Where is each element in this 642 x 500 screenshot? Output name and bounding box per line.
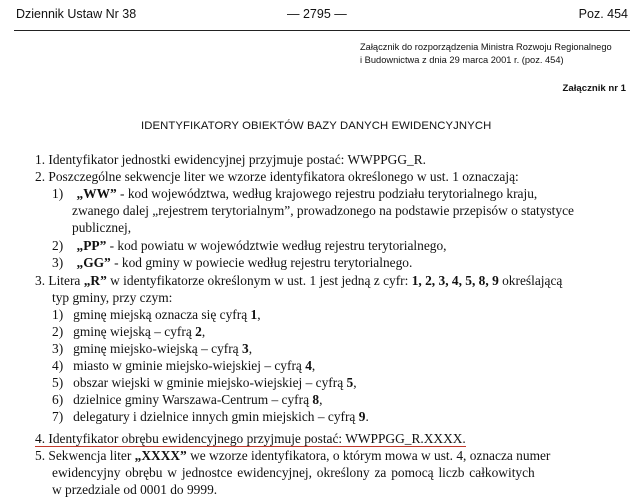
item-text: delegatury i dzielnice innych gmin miejskich – cyfrą: [73, 409, 359, 424]
item-end: ,: [248, 341, 253, 356]
paragraph-5-line-3: w przedziale od 0001 do 9999.: [52, 482, 218, 497]
p2-item-2: [52, 238, 447, 254]
position-number: Poz. 454: [578, 7, 628, 21]
item-number: 7): [52, 409, 64, 424]
p5-tail: we wzorze identyfikatora, o którym mowa w ust. 4, oznacza numer: [186, 448, 551, 463]
item-number: 4): [52, 358, 64, 373]
paragraph-5-line-2: ewidencyjny obrębu w jednostce ewidencyjnej, określony za pomocą liczb całkowitych: [52, 465, 535, 480]
document-title: IDENTYFIKATORY OBIEKTÓW BAZY DANYCH EWIDENCYJNYCH: [141, 120, 492, 132]
annex-note-line-2: i Budownictwa z dnia 29 marca 2001 r. (poz. 454): [360, 55, 564, 65]
paragraph-2: 2. Poszczególne sekwencje liter we wzorze identyfikatora określonego w ust. 1 oznaczają:: [35, 169, 519, 184]
p3-item-2: [52, 324, 205, 340]
item-end: ,: [311, 358, 316, 373]
item-number: 2): [52, 324, 64, 339]
item-number: 2): [52, 238, 64, 253]
item-digit: 8: [312, 392, 320, 407]
item-digit: 3: [241, 341, 249, 356]
annex-label: Załącznik nr 1: [562, 83, 626, 94]
p5-code: „XXXX”: [134, 448, 187, 463]
p3-lead: 3. Litera: [35, 273, 84, 288]
item-digit: 2: [195, 324, 202, 339]
p3-item-6: [52, 392, 322, 408]
p3-item-1: [52, 307, 261, 323]
item-end: ,: [353, 375, 357, 390]
item-end: ,: [257, 307, 261, 322]
item-digit: 4: [305, 358, 312, 373]
p3-item-3: [52, 341, 252, 357]
p5-lead: 5. Sekwencja liter: [35, 448, 135, 463]
item-end: .: [365, 409, 369, 424]
p3-tail: określającą: [498, 273, 563, 288]
item-code: „PP”: [76, 238, 107, 253]
p2-item-1-cont-2: publicznej,: [72, 220, 132, 235]
paragraph-5: [35, 448, 550, 464]
item-text: gminę miejsko-wiejską – cyfrą: [73, 341, 242, 356]
paragraph-4: [35, 431, 466, 447]
p2-item-1: [52, 186, 537, 202]
journal-title: Dziennik Ustaw Nr 38: [16, 7, 137, 21]
item-text: obszar wiejski w gminie miejsko-wiejskiej – cyfrą: [73, 375, 347, 390]
item-text: gminę wiejską – cyfrą: [73, 324, 196, 339]
p3-digits: 1, 2, 3, 4, 5, 8, 9: [411, 273, 499, 288]
paragraph-1: 1. Identyfikator jednostki ewidencyjnej przyjmuje postać: WWPPGG_R.: [35, 152, 426, 167]
p3-middle: w identyfikatorze określonym w ust. 1 jest jedną z cyfr:: [106, 273, 412, 288]
p2-item-1-cont-1: zwanego dalej „rejestrem terytorialnym”, prowadzonego na podstawie przepisów o statystyce: [72, 203, 574, 218]
item-number: 6): [52, 392, 64, 407]
item-text: miasto w gminie miejsko-wiejskiej – cyfrą: [73, 358, 306, 373]
item-end: ,: [319, 392, 323, 407]
item-digit: 5: [346, 375, 354, 390]
item-digit: 1: [250, 307, 258, 322]
item-text: - kod województwa, według krajowego rejestru podziału terytorialnego kraju,: [116, 186, 538, 201]
item-text: gminę miejską oznacza się cyfrą: [73, 307, 251, 322]
p2-item-3: [52, 255, 412, 271]
item-text: dzielnice gminy Warszawa-Centrum – cyfrą: [73, 392, 313, 407]
p3-item-7: [52, 409, 369, 425]
item-end: ,: [201, 324, 206, 339]
item-number: 5): [52, 375, 64, 390]
item-number: 3): [52, 341, 64, 356]
item-number: 1): [52, 186, 64, 201]
p3-r-code: „R”: [83, 273, 107, 288]
item-digit: 9: [358, 409, 366, 424]
item-text: - kod powiatu w województwie według rejestru terytorialnego,: [106, 238, 447, 253]
paragraph-3-line-2: typ gminy, przy czym:: [52, 290, 173, 305]
p3-item-5: [52, 375, 357, 391]
item-code: „WW”: [76, 186, 117, 201]
annex-note: [360, 41, 612, 67]
item-text: - kod gminy w powiecie według rejestru terytorialnego.: [110, 255, 413, 270]
item-number: 1): [52, 307, 64, 322]
item-code: „GG”: [76, 255, 111, 270]
paragraph-3: [35, 273, 562, 289]
page-number: — 2795 —: [287, 7, 347, 21]
p3-item-4: [52, 358, 315, 374]
paragraph-4-text: 4. Identyfikator obrębu ewidencyjnego przyjmuje postać: WWPPGG_R.XXXX.: [35, 431, 466, 446]
annex-note-line-1: Załącznik do rozporządzenia Ministra Rozwoju Regionalnego: [360, 42, 612, 52]
header-rule: [14, 30, 630, 31]
item-number: 3): [52, 255, 64, 270]
